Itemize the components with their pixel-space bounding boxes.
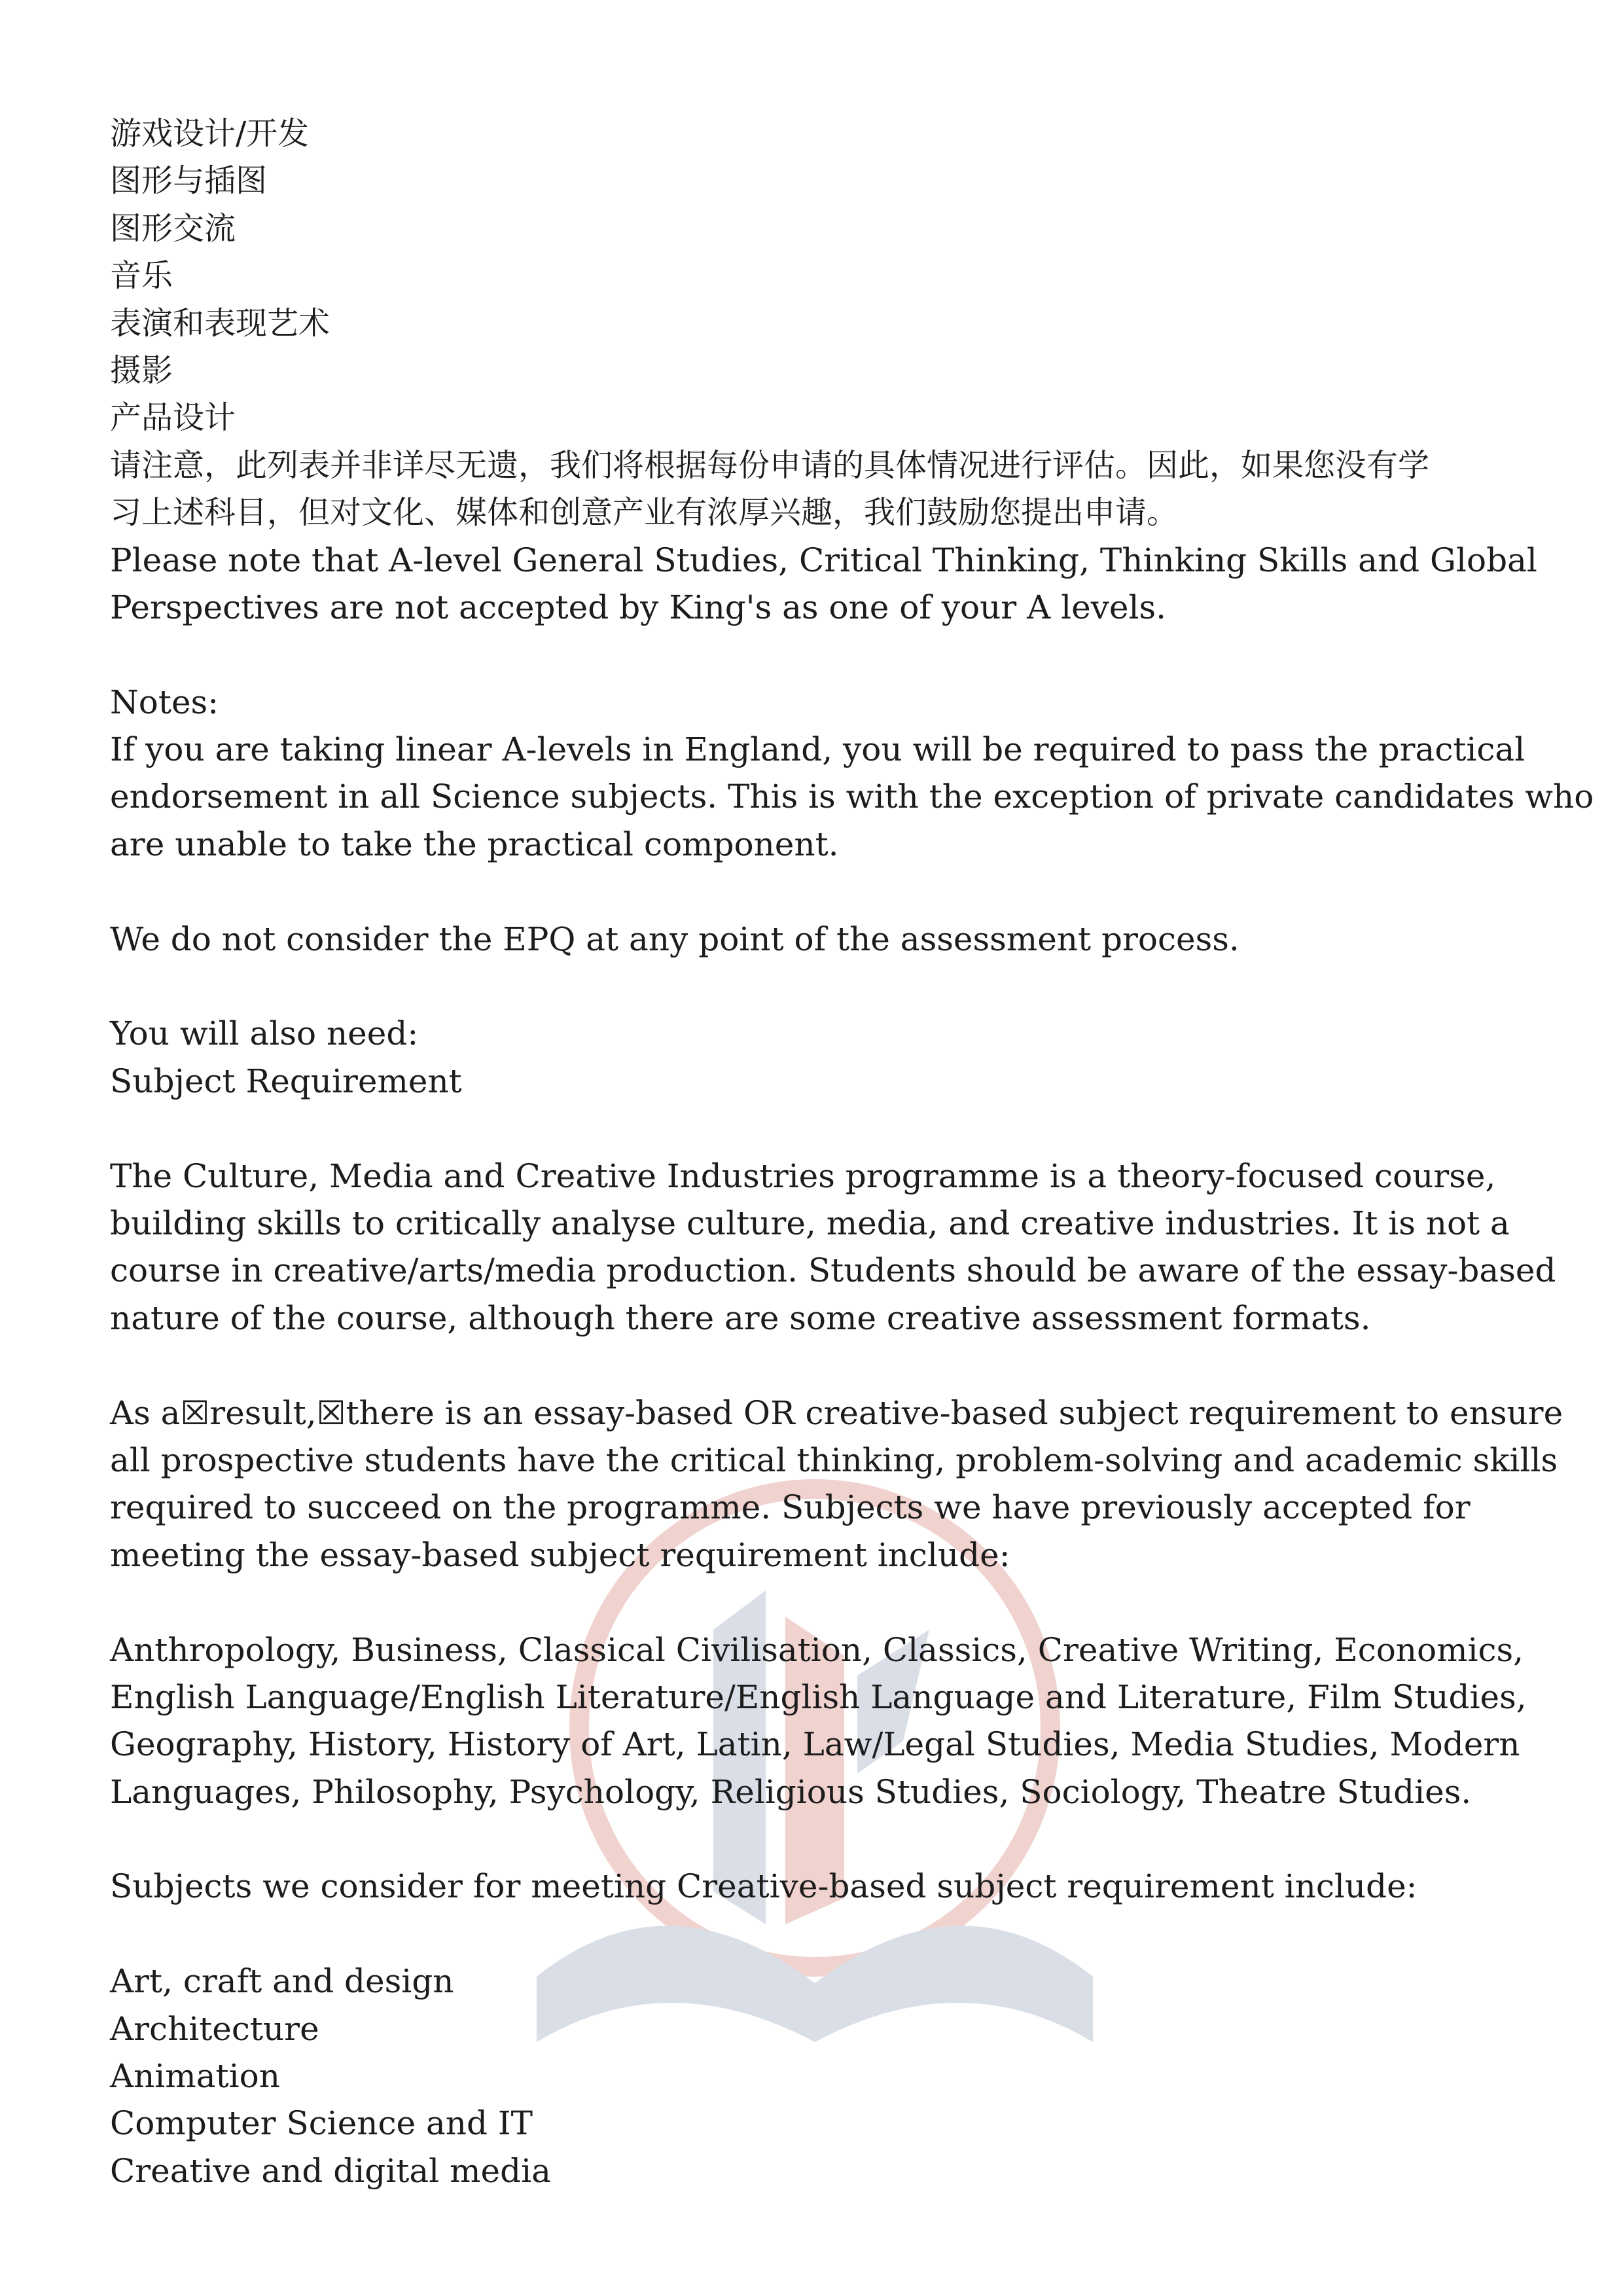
requirement-line: all prospective students have the critical thinking, problem-solving and academic skills <box>110 1441 1558 1479</box>
epq-note: We do not consider the EPQ at any point of the assessment process. <box>110 920 1240 958</box>
creative-subject-item: Computer Science and IT <box>110 2104 533 2143</box>
essay-subjects-line: Anthropology, Business, Classical Civilisation, Classics, Creative Writing, Economics, <box>110 1630 1524 1669</box>
chinese-list-item: 表演和表现艺术 <box>110 304 330 342</box>
spacer <box>110 631 1537 678</box>
spacer <box>110 1910 1537 1958</box>
spacer <box>110 868 1537 915</box>
chinese-list-item: 图形交流 <box>110 209 236 247</box>
essay-subjects-line: Geography, History, History of Art, Latin, Law/Legal Studies, Media Studies, Modern <box>110 1725 1520 1764</box>
spacer <box>110 1579 1537 1626</box>
linear-note-line: are unable to take the practical component. <box>110 825 839 863</box>
essay-subjects-line: Languages, Philosophy, Psychology, Religious Studies, Sociology, Theatre Studies. <box>110 1772 1472 1811</box>
creative-subject-item: Creative and digital media <box>110 2151 551 2190</box>
spacer <box>110 1105 1537 1152</box>
programme-line: course in creative/arts/media production. Students should be aware of the essay-based <box>110 1251 1556 1290</box>
document-page <box>110 110 1594 2195</box>
spacer <box>110 1342 1537 1389</box>
requirement-line: meeting the essay-based subject requirement include: <box>110 1535 1010 1574</box>
chinese-note-line: 请注意，此列表并非详尽无遗，我们将根据每份申请的具体情况进行评估。因此，如果您没有学 <box>110 446 1430 484</box>
creative-subject-item: Animation <box>110 2057 280 2096</box>
spacer <box>110 1816 1537 1863</box>
programme-line: nature of the course, although there are some creative assessment formats. <box>110 1299 1371 1337</box>
chinese-list-item: 游戏设计/开发 <box>110 115 310 152</box>
programme-line: The Culture, Media and Creative Industries programme is a theory-focused course, <box>110 1157 1496 1195</box>
a-level-note-line: Perspectives are not accepted by King's as one of your A levels. <box>110 588 1167 626</box>
creative-subject-item: Art, craft and design <box>110 1962 454 2001</box>
chinese-note-line: 习上述科目，但对文化、媒体和创意产业有浓厚兴趣，我们鼓励您提出申请。 <box>110 494 1179 531</box>
chinese-list-item: 音乐 <box>110 257 173 295</box>
requirement-line: required to succeed on the programme. Subjects we have previously accepted for <box>110 1488 1471 1527</box>
linear-note-line: endorsement in all Science subjects. This is with the exception of private candidates who <box>110 778 1594 816</box>
a-level-note-line: Please note that A-level General Studies, Critical Thinking, Thinking Skills and Global <box>110 541 1537 579</box>
chinese-list-item: 图形与插图 <box>110 162 268 200</box>
linear-note-line: If you are taking linear A-levels in England, you will be required to pass the practical <box>110 730 1525 769</box>
spacer <box>110 963 1537 1010</box>
essay-subjects-line: English Language/English Literature/English Language and Literature, Film Studies, <box>110 1677 1527 1716</box>
creative-intro: Subjects we consider for meeting Creative-based subject requirement include: <box>110 1867 1418 1906</box>
notes-heading: Notes: <box>110 683 219 721</box>
chinese-list-item: 摄影 <box>110 351 173 389</box>
also-need-heading: You will also need: <box>110 1014 419 1053</box>
programme-line: building skills to critically analyse culture, media, and creative industries. It is not a <box>110 1204 1510 1242</box>
chinese-list-item: 产品设计 <box>110 399 236 437</box>
requirement-line: As a☒result,☒there is an essay-based OR creative-based subject requirement to ensure <box>110 1393 1563 1432</box>
creative-subject-item: Architecture <box>110 2009 319 2048</box>
subject-requirement-heading: Subject Requirement <box>110 1062 462 1100</box>
